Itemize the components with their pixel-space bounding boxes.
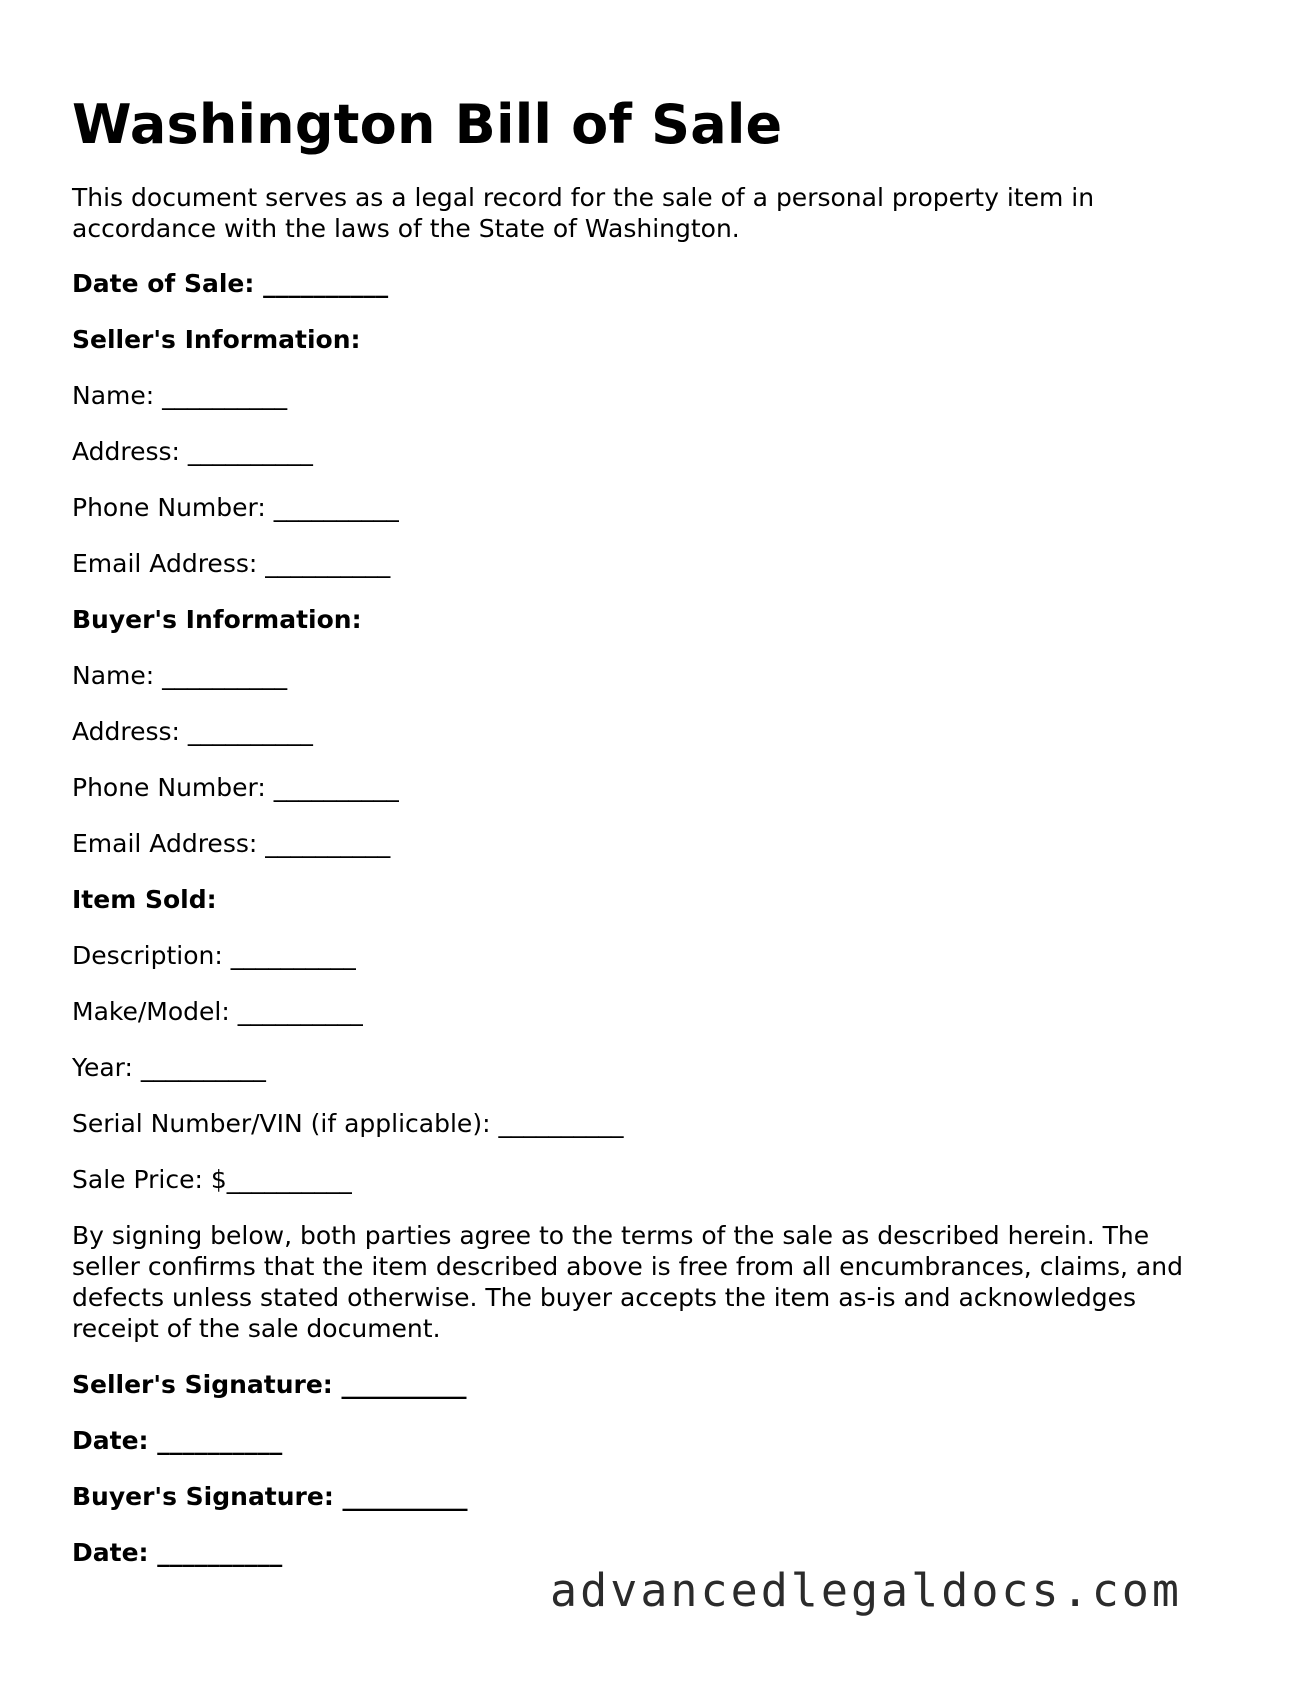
item-description-field[interactable]: Description: __________ xyxy=(72,941,356,970)
seller-address-field[interactable]: Address: __________ xyxy=(72,437,313,466)
buyer-signature-field[interactable]: Buyer's Signature: __________ xyxy=(72,1482,468,1511)
buyer-email-field[interactable]: Email Address: __________ xyxy=(72,829,391,858)
sale-price-field[interactable]: Sale Price: $__________ xyxy=(72,1165,352,1194)
date-of-sale-field[interactable]: Date of Sale: __________ xyxy=(72,269,389,298)
item-year-field[interactable]: Year: __________ xyxy=(72,1053,266,1082)
agreement-paragraph: By signing below, both parties agree to the terms of the sale as described herein. The seller confirms that the item described above is free from all encumbrances, claims, and defects unless stated otherwise. The buyer accepts the item as-is and acknowledges receipt of the sale document. xyxy=(72,1221,1183,1343)
seller-name-field[interactable]: Name: __________ xyxy=(72,381,288,410)
buyer-date-field[interactable]: Date: __________ xyxy=(72,1538,283,1567)
intro-paragraph: This document serves as a legal record for the sale of a personal property item in accordance with the laws of the State of Washington. xyxy=(72,183,1095,243)
document-title: Washington Bill of Sale xyxy=(72,93,783,156)
buyer-address-field[interactable]: Address: __________ xyxy=(72,717,313,746)
seller-phone-field[interactable]: Phone Number: __________ xyxy=(72,493,399,522)
item-make-model-field[interactable]: Make/Model: __________ xyxy=(72,997,363,1026)
item-serial-field[interactable]: Serial Number/VIN (if applicable): __________ xyxy=(72,1109,624,1138)
seller-email-field[interactable]: Email Address: __________ xyxy=(72,549,391,578)
watermark-text: advancedlegaldocs.com xyxy=(550,1564,1182,1617)
seller-signature-field[interactable]: Seller's Signature: __________ xyxy=(72,1370,467,1399)
seller-section-heading: Seller's Information: xyxy=(72,325,361,354)
buyer-phone-field[interactable]: Phone Number: __________ xyxy=(72,773,399,802)
item-section-heading: Item Sold: xyxy=(72,885,217,914)
buyer-name-field[interactable]: Name: __________ xyxy=(72,661,288,690)
seller-date-field[interactable]: Date: __________ xyxy=(72,1426,283,1455)
buyer-section-heading: Buyer's Information: xyxy=(72,605,362,634)
bill-of-sale-document xyxy=(72,92,1222,1568)
